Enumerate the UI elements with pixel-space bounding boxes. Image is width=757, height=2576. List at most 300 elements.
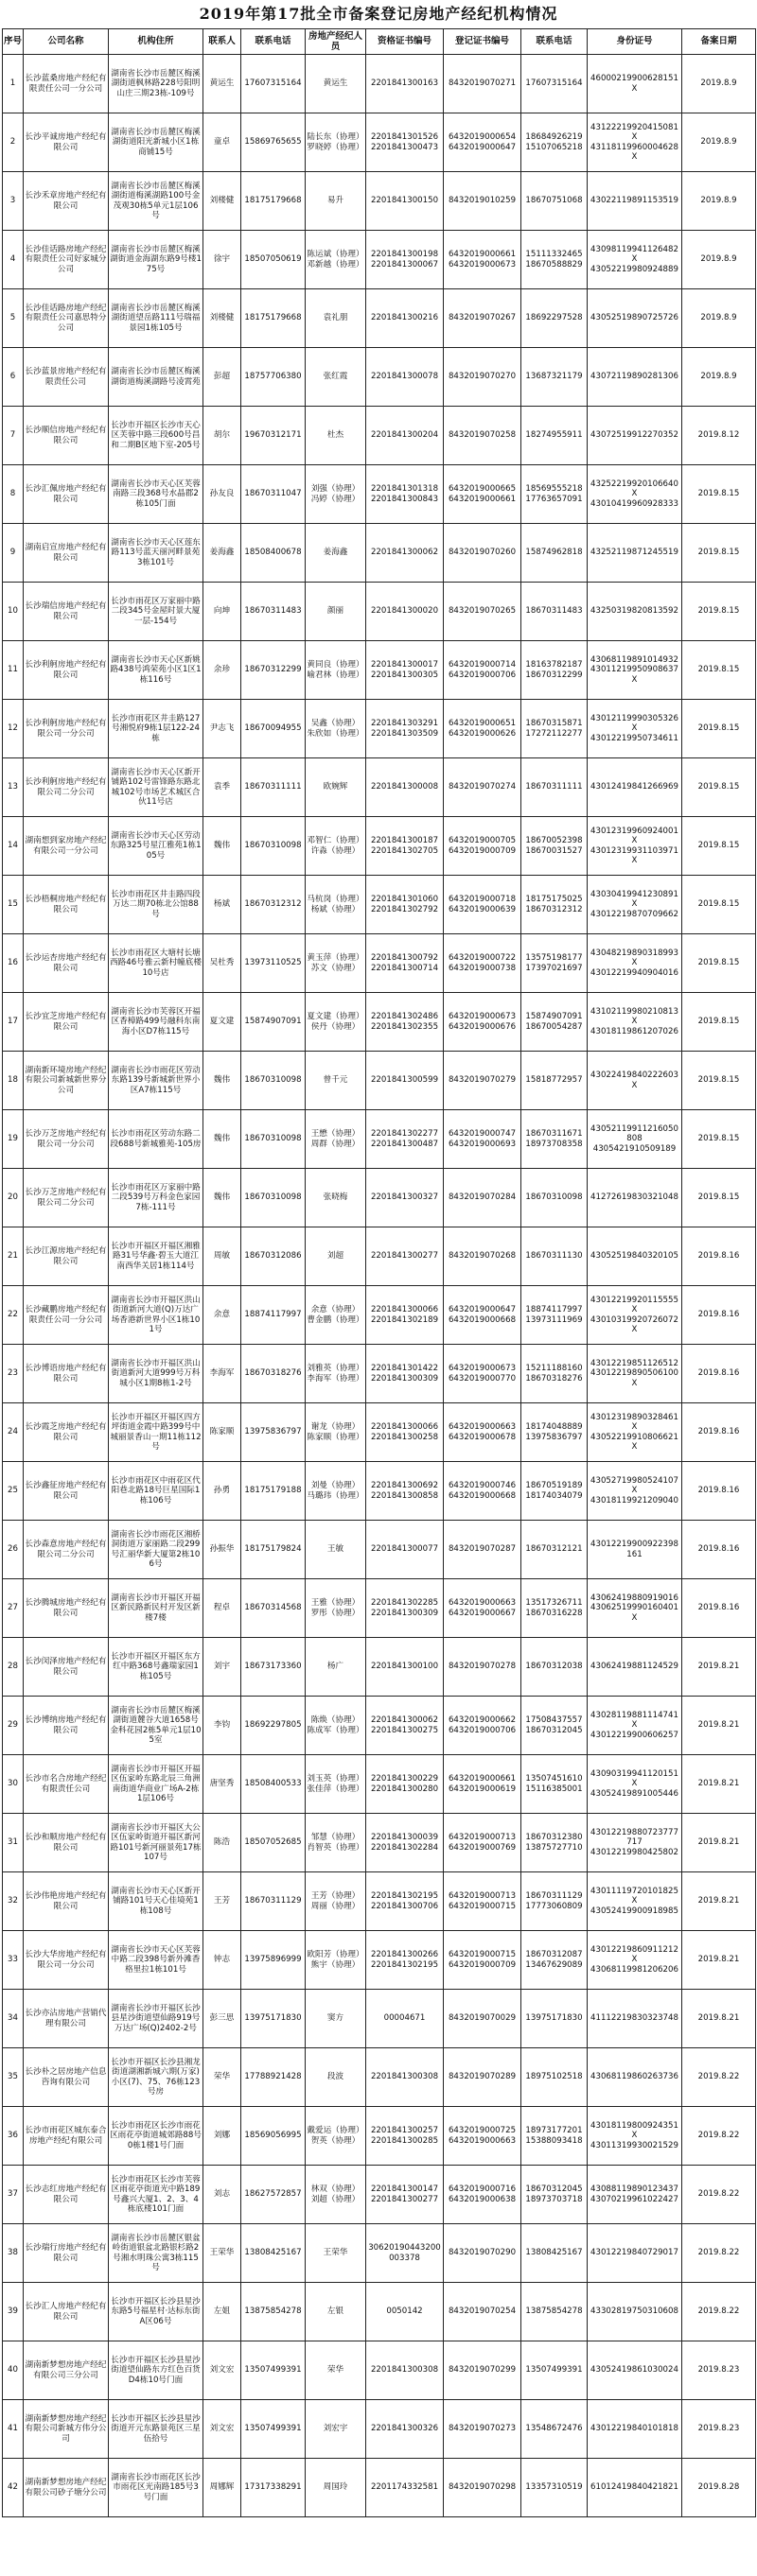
cell-qualification-no: 2201841300308: [366, 2048, 444, 2107]
cell-registration-no: 8432019070270: [444, 348, 521, 407]
cell-contact: 王芳: [203, 1872, 241, 1931]
cell-id-number: 43030419941230891X 43012219870709662: [588, 876, 682, 934]
cell-contact: 荣华: [203, 2048, 241, 2107]
cell-qualification-no: 0050142: [366, 2283, 444, 2341]
cell-filing-date: 2019.8.15: [682, 758, 756, 817]
cell-qualification-no: 2201841301422 2201841300309: [366, 1345, 444, 1403]
cell-company-name: 长沙亦沾房地产营销代理有限公司: [24, 1990, 109, 2048]
table-row: [3, 2224, 756, 2283]
cell-registration-no: 6432019000722 6432019000738: [444, 934, 521, 993]
cell-id-number: 43052519890725726: [588, 289, 682, 348]
cell-address: 长沙市雨花区长沙市雨花区雨花亭街道城郊路88号0栋1楼1号门面: [109, 2107, 203, 2166]
cell-contact: 李钧: [203, 1697, 241, 1755]
cell-phone: 18508400678: [241, 524, 306, 583]
cell-phone: 19670312171: [241, 407, 306, 465]
cell-phone: 18670311129: [241, 1872, 306, 1931]
cell-index: 4: [3, 231, 24, 289]
cell-index: 39: [3, 2283, 24, 2341]
cell-contact: 唐坚秀: [203, 1755, 241, 1814]
cell-index: 36: [3, 2107, 24, 2166]
cell-contact: 刘楼健: [203, 172, 241, 231]
cell-agent-phone: 18670315871 17272112277: [521, 700, 588, 758]
cell-agent-phone: 13575198177 17397021697: [521, 934, 588, 993]
cell-contact: 刘楼健: [203, 289, 241, 348]
cell-index: 17: [3, 993, 24, 1052]
cell-address: 湖南省长沙市天心区芙蓉中路二段398号新外滩香格里拉1栋101号: [109, 1931, 203, 1990]
cell-agent-phone: 17508437557 18670312045: [521, 1697, 588, 1755]
registry-table: [2, 28, 756, 2517]
cell-qualification-no: 2201841301060 2201841302792: [366, 876, 444, 934]
cell-phone: 18670311047: [241, 465, 306, 524]
cell-agent-phone: 17607315164: [521, 55, 588, 113]
cell-company-name: 长沙利舸房地产经纪有限公司: [24, 641, 109, 700]
column-header: 身份证号: [588, 29, 682, 55]
cell-registration-no: 6432019000661 6432019000619: [444, 1755, 521, 1814]
table-row: [3, 1638, 756, 1697]
cell-phone: 15874907091: [241, 993, 306, 1052]
cell-phone: 18175179668: [241, 172, 306, 231]
table-row: [3, 583, 756, 641]
cell-agent-phone: 15111332465 18670588829: [521, 231, 588, 289]
cell-id-number: 43052119911216050808 4305421910509189: [588, 1110, 682, 1169]
cell-address: 长沙市雨花区大塘村长塘西路46号雅云新村幢底楼10号店: [109, 934, 203, 993]
cell-filing-date: 2019.8.23: [682, 2341, 756, 2400]
table-row: [3, 1169, 756, 1227]
cell-company-name: 长沙汇人房地产经纪有限公司: [24, 2283, 109, 2341]
cell-qualification-no: 2201841300039 2201841302284: [366, 1814, 444, 1872]
cell-contact: 胡尔: [203, 407, 241, 465]
cell-index: 33: [3, 1931, 24, 1990]
table-row: [3, 876, 756, 934]
cell-address: 湖南省长沙市岳麓区梅溪湖街道望岳路111号瑞福景园1栋105号: [109, 289, 203, 348]
cell-phone: 15869765655: [241, 113, 306, 172]
cell-company-name: 长沙顺信房地产经纪有限公司: [24, 407, 109, 465]
cell-id-number: 43012319960924001X 43012319931103971X: [588, 817, 682, 876]
cell-company-name: 长沙佳话路房地产经纪有限责任公司好家城分公司: [24, 231, 109, 289]
cell-phone: 18670310098: [241, 1110, 306, 1169]
table-row: [3, 1697, 756, 1755]
page-title: 2019年第17批全市备案登记房地产经纪机构情况: [199, 5, 558, 23]
cell-index: 27: [3, 1579, 24, 1638]
cell-index: 8: [3, 465, 24, 524]
cell-phone: 13507499391: [241, 2400, 306, 2459]
cell-address: 长沙市开福区开福区四方坪街道金霞中路399号中城丽景香山一期11栋112号: [109, 1403, 203, 1462]
cell-id-number: 43072119890281306: [588, 348, 682, 407]
cell-filing-date: 2019.8.16: [682, 1286, 756, 1345]
cell-address: 湖南省长沙市岳麓区梅溪湖街道金海湖东路9号楼175号: [109, 231, 203, 289]
cell-index: 25: [3, 1462, 24, 1521]
cell-filing-date: 2019.8.21: [682, 1697, 756, 1755]
cell-agent-phone: 15874907091 18670054287: [521, 993, 588, 1052]
cell-agents: 王懋（协理） 周群（协理）: [306, 1110, 366, 1169]
cell-contact: 童卓: [203, 113, 241, 172]
cell-qualification-no: 2201841302277 2201841300487: [366, 1110, 444, 1169]
cell-index: 24: [3, 1403, 24, 1462]
cell-agent-phone: 18175175025 18670312312: [521, 876, 588, 934]
cell-agents: 谢龙（协理） 陈家顺（协理）: [306, 1403, 366, 1462]
cell-contact: 袁季: [203, 758, 241, 817]
table-row: [3, 2048, 756, 2107]
cell-registration-no: 8432019010259: [444, 172, 521, 231]
cell-address: 湖南省长沙市开福区洪山街道新河大道(Q)万达广场香港新世界小区1栋101号: [109, 1286, 203, 1345]
table-row: [3, 993, 756, 1052]
cell-company-name: 湖南新梦想房地产经纪有限公司新城方伟分公司: [24, 2400, 109, 2459]
cell-company-name: 湖南新梦想房地产经纪有限公司砂子塘分公司: [24, 2459, 109, 2517]
cell-filing-date: 2019.8.15: [682, 993, 756, 1052]
cell-registration-no: 6432019000713 6432019000769: [444, 1814, 521, 1872]
cell-index: 30: [3, 1755, 24, 1814]
table-row: [3, 289, 756, 348]
table-row: [3, 465, 756, 524]
cell-registration-no: 6432019000663 6432019000678: [444, 1403, 521, 1462]
cell-filing-date: 2019.8.22: [682, 2107, 756, 2166]
table-row: [3, 2459, 756, 2517]
cell-agents: 刘宏宇: [306, 2400, 366, 2459]
cell-company-name: 长沙梧桐房地产经纪有限公司: [24, 876, 109, 934]
cell-address: 长沙市雨花区万家丽中路二段345号金屋时景大厦一层-154号: [109, 583, 203, 641]
cell-contact: 刘志: [203, 2166, 241, 2224]
column-header: 联系电话: [521, 29, 588, 55]
cell-phone: 18673173360: [241, 1638, 306, 1697]
cell-filing-date: 2019.8.21: [682, 1755, 756, 1814]
cell-registration-no: 8432019070299: [444, 2341, 521, 2400]
cell-registration-no: 6432019000662 6432019000706: [444, 1697, 521, 1755]
cell-filing-date: 2019.8.9: [682, 289, 756, 348]
table-row: [3, 934, 756, 993]
cell-company-name: 长沙鑫征房地产经纪有限公司: [24, 1462, 109, 1521]
cell-phone: 18670312312: [241, 876, 306, 934]
cell-filing-date: 2019.8.21: [682, 1990, 756, 2048]
cell-phone: 13975836797: [241, 1403, 306, 1462]
cell-id-number: 61012419840421821: [588, 2459, 682, 2517]
cell-address: 长沙市雨花区万家丽中路二段539号万科金色家园7栋-111号: [109, 1169, 203, 1227]
cell-company-name: 长沙利舸房地产经纪有限公司二分公司: [24, 758, 109, 817]
cell-filing-date: 2019.8.15: [682, 934, 756, 993]
table-row: [3, 2283, 756, 2341]
cell-agent-phone: 13687321179: [521, 348, 588, 407]
cell-company-name: 湖南启宣房地产经纪有限公司: [24, 524, 109, 583]
cell-registration-no: 6432019000647 6432019000668: [444, 1286, 521, 1345]
cell-index: 15: [3, 876, 24, 934]
cell-registration-no: 8432019070260: [444, 524, 521, 583]
cell-registration-no: 8432019070029: [444, 1990, 521, 2048]
cell-agent-phone: 18174048889 13975836797: [521, 1403, 588, 1462]
table-row: [3, 2107, 756, 2166]
cell-filing-date: 2019.8.16: [682, 1579, 756, 1638]
cell-index: 38: [3, 2224, 24, 2283]
cell-filing-date: 2019.8.9: [682, 231, 756, 289]
cell-registration-no: 6432019000651 6432019000626: [444, 700, 521, 758]
cell-address: 湖南省长沙市开福区开福区伍家岭东路北辰三角洲南街道华商业广场A-2栋1层106号: [109, 1755, 203, 1814]
cell-company-name: 长沙平诚房地产经纪有限公司: [24, 113, 109, 172]
cell-address: 湖南省长沙市开福区洪山街道新河大道999号万科城小区1期8栋1-2号: [109, 1345, 203, 1403]
cell-contact: 姜海鑫: [203, 524, 241, 583]
cell-contact: 彭超: [203, 348, 241, 407]
cell-agents: 颜丽: [306, 583, 366, 641]
table-row: [3, 113, 756, 172]
cell-id-number: 43068119860263736: [588, 2048, 682, 2107]
cell-agent-phone: 18670311671 18973708358: [521, 1110, 588, 1169]
cell-contact: 吴杜秀: [203, 934, 241, 993]
column-header: 联系人: [203, 29, 241, 55]
cell-contact: 刘娜: [203, 2107, 241, 2166]
cell-filing-date: 2019.8.22: [682, 2224, 756, 2283]
cell-index: 19: [3, 1110, 24, 1169]
cell-address: 湖南省长沙市岳麓区梅溪湖街道枫林路228号阳明山庄三期23栋-109号: [109, 55, 203, 113]
cell-address: 湖南省长沙市岳麓区梅溪湖街道梅溪湖路100号金茂观30栋5单元1层106号: [109, 172, 203, 231]
cell-filing-date: 2019.8.21: [682, 1814, 756, 1872]
cell-agent-phone: 13517326711 18670316228: [521, 1579, 588, 1638]
cell-index: 42: [3, 2459, 24, 2517]
cell-registration-no: 6432019000661 6432019000673: [444, 231, 521, 289]
cell-company-name: 湖南新梦想房地产经纪有限公司三分公司: [24, 2341, 109, 2400]
cell-registration-no: 6432019000665 6432019000661: [444, 465, 521, 524]
cell-company-name: 长沙大华房地产经纪有限公司一分公司: [24, 1931, 109, 1990]
cell-company-name: 长沙森意房地产经纪有限公司二分公司: [24, 1521, 109, 1579]
table-header-row: [3, 29, 756, 55]
cell-id-number: 46000219900628151X: [588, 55, 682, 113]
cell-qualification-no: 2201841300078: [366, 348, 444, 407]
cell-id-number: 43052419861030024: [588, 2341, 682, 2400]
cell-filing-date: 2019.8.16: [682, 1462, 756, 1521]
table-row: [3, 1814, 756, 1872]
cell-phone: 17317338291: [241, 2459, 306, 2517]
cell-agent-phone: 18670312087 13467629089: [521, 1931, 588, 1990]
cell-registration-no: 6432019000705 6432019000709: [444, 817, 521, 876]
cell-registration-no: 6432019000673 6432019000770: [444, 1345, 521, 1403]
cell-id-number: 43012219920115555X 43010319920726072X: [588, 1286, 682, 1345]
cell-agents: 黄玉萍（协理） 苏文（协理）: [306, 934, 366, 993]
cell-qualification-no: 2201841300150: [366, 172, 444, 231]
cell-index: 31: [3, 1814, 24, 1872]
cell-qualification-no: 2201841302195 2201841300706: [366, 1872, 444, 1931]
cell-agents: 林双（协理） 刘超（协理）: [306, 2166, 366, 2224]
cell-address: 长沙市雨花区长沙市芙蓉区雨花亭街道光中路189号鑫兴大厦1、2、3、4栋底楼101门面: [109, 2166, 203, 2224]
cell-qualification-no: 2201841302486 2201841302355: [366, 993, 444, 1052]
cell-filing-date: 2019.8.15: [682, 465, 756, 524]
cell-index: 2: [3, 113, 24, 172]
cell-index: 20: [3, 1169, 24, 1227]
cell-address: 长沙市雨花区井圭路127号湘悦府9栋1层122-24栋: [109, 700, 203, 758]
cell-filing-date: 2019.8.15: [682, 817, 756, 876]
cell-index: 35: [3, 2048, 24, 2107]
cell-contact: 魏伟: [203, 1052, 241, 1110]
cell-contact: 陈浩: [203, 1814, 241, 1872]
cell-qualification-no: 2201841300062 2201841300275: [366, 1697, 444, 1755]
column-header: 登记证书编号: [444, 29, 521, 55]
cell-address: 长沙市开福区开福区湘雅路31号华鑫·碧玉大道江南西华关居1栋114号: [109, 1227, 203, 1286]
table-row: [3, 1227, 756, 1286]
cell-phone: 18175179188: [241, 1462, 306, 1521]
cell-id-number: 43028119881114741X 43012219900606257: [588, 1697, 682, 1755]
cell-index: 40: [3, 2341, 24, 2400]
cell-address: 湖南省长沙市岳麓区银盆岭街道银盆北路银杉路2号湘水明珠公寓3栋115号: [109, 2224, 203, 2283]
cell-address: 湖南省长沙市雨花区长沙市雨花区光南路185号3号门面: [109, 2459, 203, 2517]
cell-company-name: 长沙佳话路房地产经纪有限责任公司嘉思特分公司: [24, 289, 109, 348]
cell-agents: 刘强（协理） 冯婷（协理）: [306, 465, 366, 524]
cell-filing-date: 2019.8.23: [682, 2400, 756, 2459]
cell-agent-phone: 18874117997 13973111969: [521, 1286, 588, 1345]
cell-filing-date: 2019.8.28: [682, 2459, 756, 2517]
cell-contact: 黄运生: [203, 55, 241, 113]
cell-phone: 18507050619: [241, 231, 306, 289]
cell-registration-no: 8432019070274: [444, 758, 521, 817]
cell-address: 长沙市开福区长沙县星沙街道望仙路东方红色百货D4栋10号门面: [109, 2341, 203, 2400]
cell-id-number: 43012219851126512 43012219890506100X: [588, 1345, 682, 1403]
cell-agents: 曾千元: [306, 1052, 366, 1110]
table-row: [3, 1110, 756, 1169]
cell-registration-no: 6432019000673 6432019000676: [444, 993, 521, 1052]
cell-qualification-no: 2201841300100: [366, 1638, 444, 1697]
cell-company-name: 长沙藏鹏房地产经纪有限责任公司一分公司: [24, 1286, 109, 1345]
cell-id-number: 43011119720101825X 43052419900918985: [588, 1872, 682, 1931]
cell-qualification-no: 2201841300266 2201841302195: [366, 1931, 444, 1990]
cell-phone: 13507499391: [241, 2341, 306, 2400]
cell-address: 湖南省长沙市天心区新开铺路102号雷锋路东路北城102号市场艺术城区合伙11号店: [109, 758, 203, 817]
cell-index: 34: [3, 1990, 24, 2048]
cell-filing-date: 2019.8.9: [682, 55, 756, 113]
cell-agent-phone: 18684926219 15107065218: [521, 113, 588, 172]
cell-contact: 刘文宏: [203, 2341, 241, 2400]
cell-phone: 18670312299: [241, 641, 306, 700]
cell-contact: 钟志: [203, 1931, 241, 1990]
cell-id-number: 41272619830321048: [588, 1169, 682, 1227]
cell-id-number: 43072519912270352: [588, 407, 682, 465]
cell-filing-date: 2019.8.15: [682, 583, 756, 641]
cell-agents: 杨广: [306, 1638, 366, 1697]
cell-agents: 马杭岗（协理） 杨斌（协理）: [306, 876, 366, 934]
cell-registration-no: 8432019070298: [444, 2459, 521, 2517]
cell-id-number: 43090319941120151X 43052419891005446: [588, 1755, 682, 1814]
cell-contact: 程卓: [203, 1579, 241, 1638]
cell-agents: 易升: [306, 172, 366, 231]
cell-qualification-no: 2201841300326: [366, 2400, 444, 2459]
cell-agent-phone: 13808425167: [521, 2224, 588, 2283]
table-row: [3, 1521, 756, 1579]
cell-company-name: 长沙蓝景房地产经纪有限责任公司: [24, 348, 109, 407]
cell-agents: 刘玉英（协理） 张佳萍（协理）: [306, 1755, 366, 1814]
cell-contact: 周娜辉: [203, 2459, 241, 2517]
cell-qualification-no: 2201841300692 2201841300858: [366, 1462, 444, 1521]
cell-qualification-no: 2201841300147 2201841300277: [366, 2166, 444, 2224]
cell-filing-date: 2019.8.15: [682, 876, 756, 934]
cell-id-number: 43012219840101818: [588, 2400, 682, 2459]
table-row: [3, 700, 756, 758]
cell-phone: 18670318276: [241, 1345, 306, 1403]
column-header: 联系电话: [241, 29, 306, 55]
cell-phone: 18692297805: [241, 1697, 306, 1755]
cell-filing-date: 2019.8.16: [682, 1403, 756, 1462]
cell-id-number: 43068119891014932 43011219950908637X: [588, 641, 682, 700]
cell-address: 长沙市开福区长沙县星沙街道开元东路景苑区三星伍拾号: [109, 2400, 203, 2459]
cell-index: 16: [3, 934, 24, 993]
cell-phone: 18670310098: [241, 817, 306, 876]
cell-id-number: 43252119871245519: [588, 524, 682, 583]
cell-agent-phone: 18670311111: [521, 758, 588, 817]
cell-phone: 13875854278: [241, 2283, 306, 2341]
cell-agent-phone: 18569555218 17763657091: [521, 465, 588, 524]
column-header: 房地产经纪人员: [306, 29, 366, 55]
cell-phone: 13808425167: [241, 2224, 306, 2283]
cell-agents: 左银: [306, 2283, 366, 2341]
cell-agents: 王雅（协理） 罗彤（协理）: [306, 1579, 366, 1638]
cell-qualification-no: 2201841300077: [366, 1521, 444, 1579]
cell-company-name: 长沙禾章房地产经纪有限公司: [24, 172, 109, 231]
cell-qualification-no: 2201841300066 2201841300258: [366, 1403, 444, 1462]
cell-agent-phone: 18670312038: [521, 1638, 588, 1697]
cell-address: 湖南省长沙市天心区劳动东路325号星江雅苑1栋105号: [109, 817, 203, 876]
cell-qualification-no: 2201841300198 2201841300067: [366, 231, 444, 289]
cell-address: 长沙市开福区长沙县星沙东路5号福星村·达标东街A区06号: [109, 2283, 203, 2341]
cell-address: 湖南省长沙市雨花区湘桥洞街道万家丽路二段299号汇丽华新大厦第2栋106号: [109, 1521, 203, 1579]
table-row: [3, 55, 756, 113]
cell-company-name: 长沙腾城房地产经纪有限公司: [24, 1579, 109, 1638]
table-row: [3, 1872, 756, 1931]
cell-company-name: 长沙伟艳房地产经纪有限公司: [24, 1872, 109, 1931]
cell-id-number: 43062419881124529: [588, 1638, 682, 1697]
cell-filing-date: 2019.8.16: [682, 1345, 756, 1403]
cell-filing-date: 2019.8.9: [682, 348, 756, 407]
cell-agent-phone: 18274955911: [521, 407, 588, 465]
cell-phone: 13975896999: [241, 1931, 306, 1990]
cell-address: 湖南省长沙市天心区莲东路113号蓝天丽河畔景苑3栋101号: [109, 524, 203, 583]
cell-id-number: 43250319820813592: [588, 583, 682, 641]
cell-qualification-no: 2201841300257 2201841300285: [366, 2107, 444, 2166]
cell-registration-no: 6432019000654 6432019000647: [444, 113, 521, 172]
cell-filing-date: 2019.8.9: [682, 172, 756, 231]
cell-agent-phone: 18670311129 17773060809: [521, 1872, 588, 1931]
cell-company-name: 长沙市雨花区城东泰合房地产经纪有限公司: [24, 2107, 109, 2166]
cell-contact: 陈家顺: [203, 1403, 241, 1462]
cell-agent-phone: 18670751068: [521, 172, 588, 231]
cell-contact: 王荣华: [203, 2224, 241, 2283]
table-row: [3, 524, 756, 583]
column-header: 资格证书编号: [366, 29, 444, 55]
cell-registration-no: 6432019000714 6432019000706: [444, 641, 521, 700]
cell-id-number: 43102119980210813X 43018119861207026: [588, 993, 682, 1052]
cell-phone: 18627572857: [241, 2166, 306, 2224]
cell-contact: 徐宇: [203, 231, 241, 289]
cell-qualification-no: 2201841300229 2201841300280: [366, 1755, 444, 1814]
cell-registration-no: 6432019000747 6432019000693: [444, 1110, 521, 1169]
cell-filing-date: 2019.8.15: [682, 641, 756, 700]
cell-address: 湖南省长沙市开福区长沙县星沙街道望仙路919号万达广场(Q)2402-2号: [109, 1990, 203, 2048]
cell-id-number: 43052519840320105: [588, 1227, 682, 1286]
cell-phone: 18670311483: [241, 583, 306, 641]
table-row: [3, 1403, 756, 1462]
cell-registration-no: 6432019000746 6432019000668: [444, 1462, 521, 1521]
cell-address: 湖南省长沙市天心区芙蓉南路三段368号水晶郡2栋105门面: [109, 465, 203, 524]
cell-company-name: 长沙和顺房地产经纪有限公司: [24, 1814, 109, 1872]
cell-company-name: 湖南想到家房地产经纪有限公司一分公司: [24, 817, 109, 876]
cell-id-number: 43062419880919016 43062519990160401X: [588, 1579, 682, 1638]
cell-agents: 陈焕（协理） 陈成军（协理）: [306, 1697, 366, 1755]
table-row: [3, 1345, 756, 1403]
cell-contact: 魏伟: [203, 1169, 241, 1227]
cell-phone: 13975171830: [241, 1990, 306, 2048]
cell-id-number: 43302819750310608: [588, 2283, 682, 2341]
cell-agents: 姜海鑫: [306, 524, 366, 583]
cell-agents: 欧婉辉: [306, 758, 366, 817]
cell-agent-phone: 18670311483: [521, 583, 588, 641]
cell-company-name: 长沙瑞信房地产经纪有限公司: [24, 583, 109, 641]
cell-phone: 18670310098: [241, 1052, 306, 1110]
cell-qualification-no: 00004671: [366, 1990, 444, 2048]
cell-address: 长沙市雨花区劳动东路二段688号新城雅苑-105房: [109, 1110, 203, 1169]
cell-qualification-no: 2201841300792 2201841300714: [366, 934, 444, 993]
cell-index: 41: [3, 2400, 24, 2459]
cell-id-number: 43088119890123437 43070219961022427: [588, 2166, 682, 2224]
